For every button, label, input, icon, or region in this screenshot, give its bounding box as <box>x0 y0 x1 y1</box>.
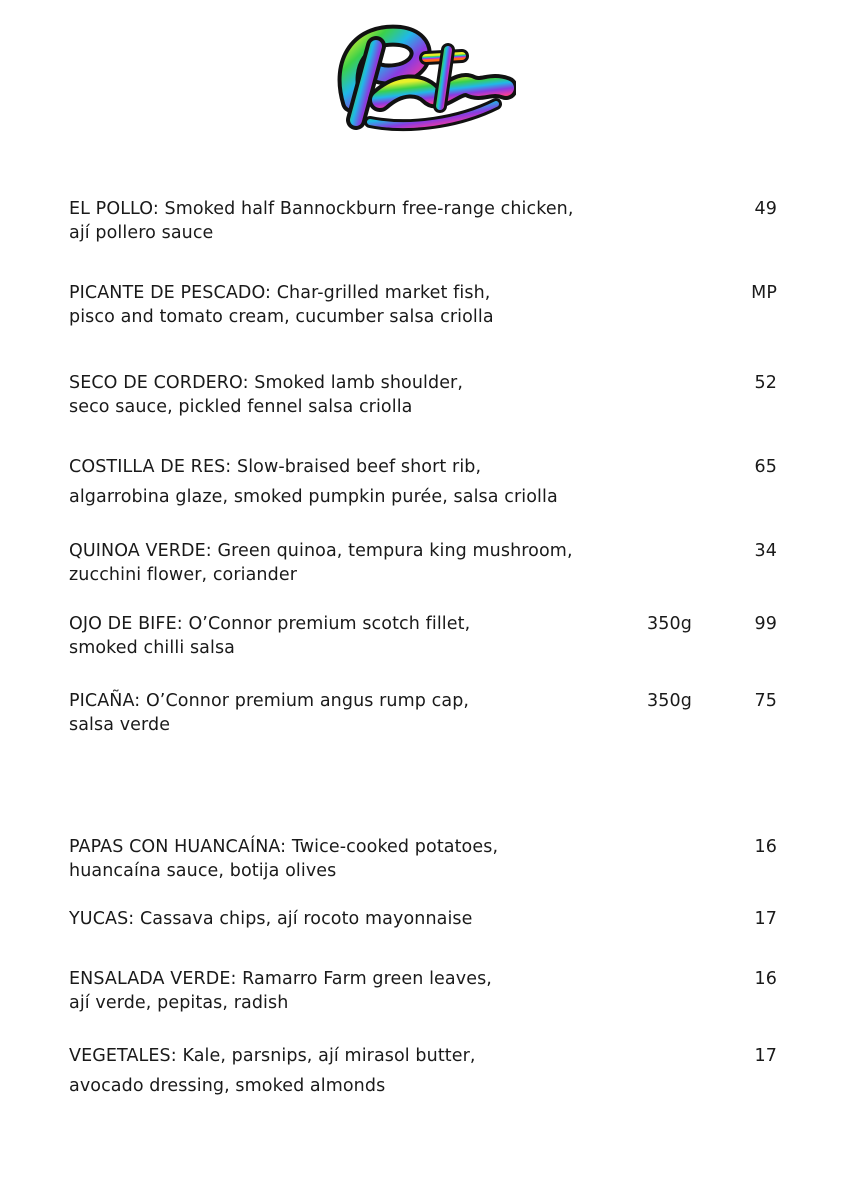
dish-description: Char-grilled market fish, <box>276 283 491 303</box>
dish-price: 17 <box>754 909 777 929</box>
menu-item-vegetales <box>69 1044 779 1098</box>
dish-description: Kale, parsnips, ají mirasol butter, <box>182 1046 476 1066</box>
dish-name: SECO DE CORDERO: <box>69 373 249 393</box>
dish-description-cont: pisco and tomato cream, cucumber salsa criolla <box>69 307 494 327</box>
dish-description-cont: algarrobina glaze, smoked pumpkin purée, salsa criolla <box>69 487 558 507</box>
menu-item-picana <box>69 689 779 737</box>
dish-name: VEGETALES: <box>69 1046 177 1066</box>
dish-price: 75 <box>754 691 777 711</box>
dish-name: EL POLLO: <box>69 199 159 219</box>
dish-price: 16 <box>754 969 777 989</box>
dish-description-cont: salsa verde <box>69 715 171 735</box>
dish-description-cont: huancaína sauce, botija olives <box>69 861 337 881</box>
dish-description: Green quinoa, tempura king mushroom, <box>217 541 573 561</box>
dish-price: 65 <box>754 457 777 477</box>
menu-item-costilla-de-res <box>69 455 779 509</box>
dish-weight: 350g <box>647 614 692 634</box>
dish-price: 16 <box>754 837 777 857</box>
dish-description: Smoked half Bannockburn free-range chicken, <box>164 199 574 219</box>
dish-name: COSTILLA DE RES: <box>69 457 232 477</box>
dish-name: PAPAS CON HUANCAÍNA: <box>69 837 287 857</box>
dish-price: 52 <box>754 373 777 393</box>
menu-item-yucas <box>69 907 779 931</box>
dish-name: PICANTE DE PESCADO: <box>69 283 272 303</box>
menu-item-ensalada-verde <box>69 967 779 1015</box>
dish-price: 34 <box>754 541 777 561</box>
dish-weight: 350g <box>647 691 692 711</box>
dish-description-cont: ají verde, pepitas, radish <box>69 993 289 1013</box>
dish-description: O’Connor premium angus rump cap, <box>145 691 470 711</box>
dish-price: MP <box>751 283 777 303</box>
dish-description-cont: avocado dressing, smoked almonds <box>69 1076 386 1096</box>
dish-description-cont: ají pollero sauce <box>69 223 214 243</box>
dish-description: Slow-braised beef short rib, <box>236 457 482 477</box>
menu-item-seco-de-cordero <box>69 371 779 419</box>
dish-price: 49 <box>754 199 777 219</box>
dish-description-cont: zucchini flower, coriander <box>69 565 297 585</box>
menu-item-papas-con-huancaina <box>69 835 779 883</box>
menu-item-ojo-de-bife <box>69 612 779 660</box>
dish-description-cont: seco sauce, pickled fennel salsa criolla <box>69 397 413 417</box>
dish-description: Twice-cooked potatoes, <box>291 837 499 857</box>
dish-name: PICAÑA: <box>69 691 141 711</box>
dish-name: YUCAS: <box>69 909 135 929</box>
dish-name: QUINOA VERDE: <box>69 541 212 561</box>
pastuso-logo <box>330 22 516 132</box>
dish-name: ENSALADA VERDE: <box>69 969 237 989</box>
menu-item-quinoa-verde <box>69 539 779 587</box>
dish-description: Ramarro Farm green leaves, <box>242 969 492 989</box>
dish-name: OJO DE BIFE: <box>69 614 183 634</box>
dish-price: 99 <box>754 614 777 634</box>
menu-item-el-pollo <box>69 197 779 245</box>
dish-price: 17 <box>754 1046 777 1066</box>
dish-description: Smoked lamb shoulder, <box>254 373 464 393</box>
dish-description: Cassava chips, ají rocoto mayonnaise <box>139 909 473 929</box>
dish-description-cont: smoked chilli salsa <box>69 638 235 658</box>
menu-item-picante-de-pescado <box>69 281 779 329</box>
dish-description: O’Connor premium scotch fillet, <box>188 614 471 634</box>
